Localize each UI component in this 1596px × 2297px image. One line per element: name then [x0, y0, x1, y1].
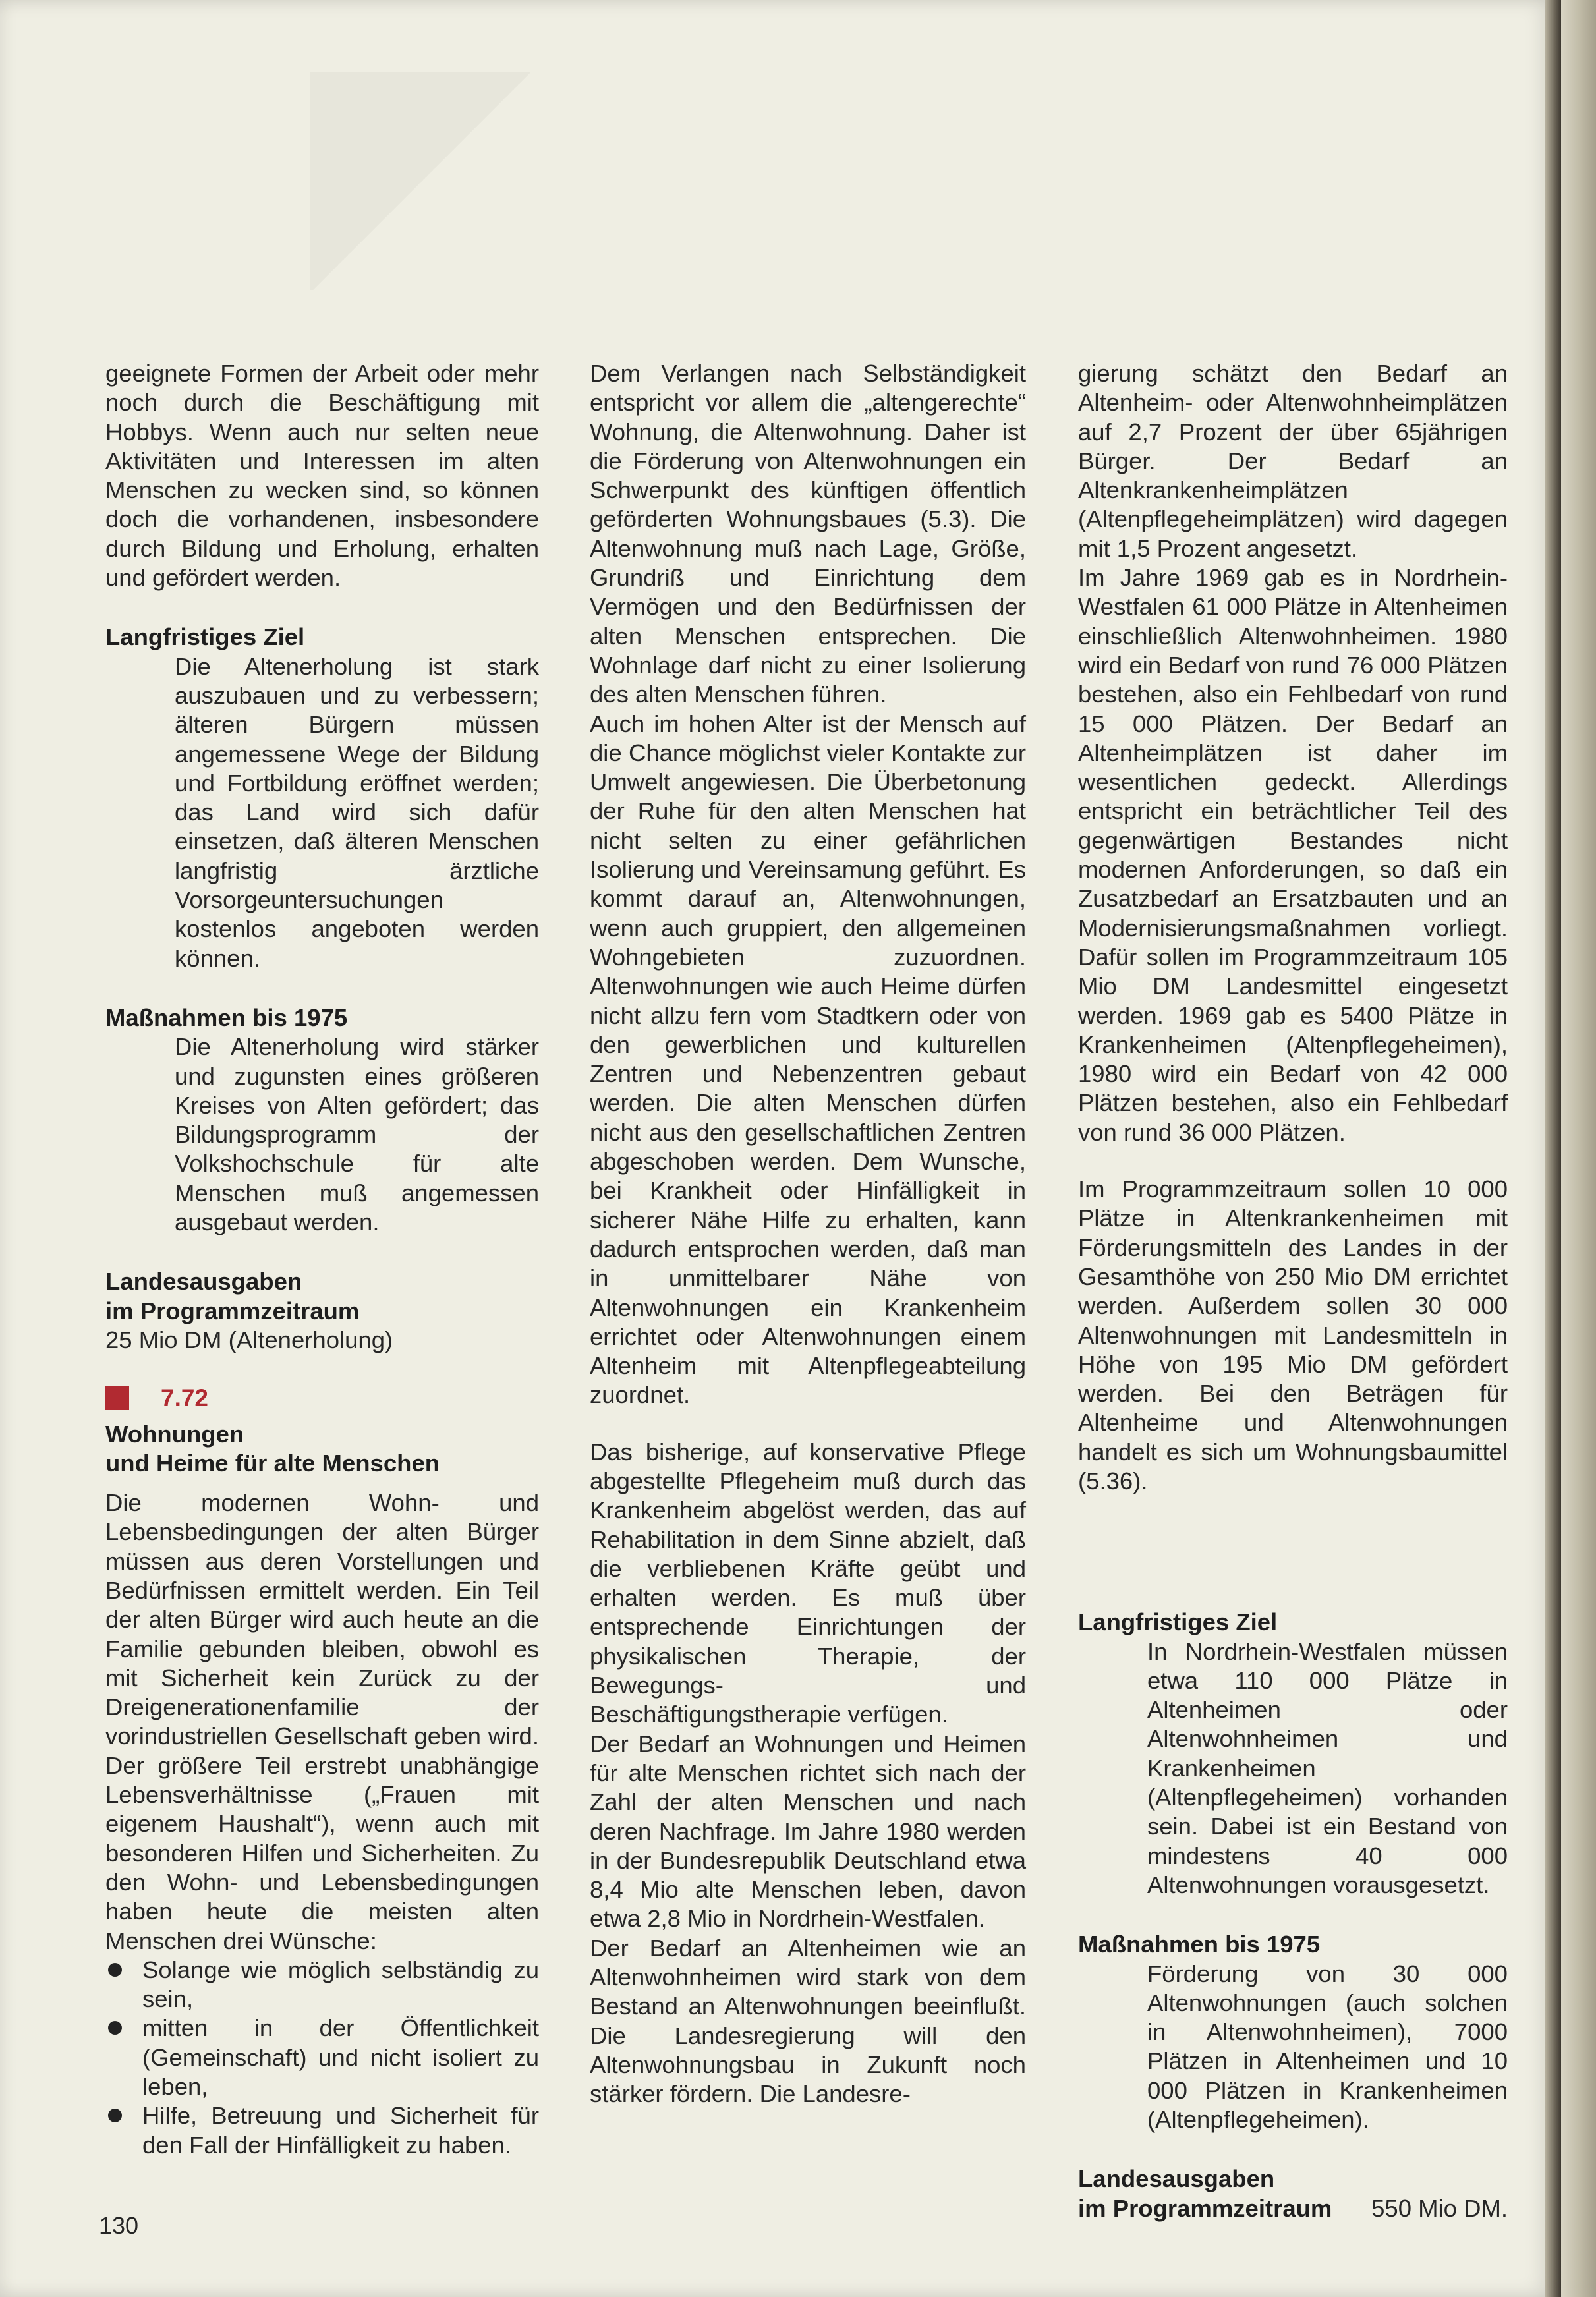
section-title-line-2: und Heime für alte Menschen [105, 1449, 440, 1477]
book-spine [1545, 0, 1561, 2297]
col1-ziel-block [105, 623, 539, 973]
col3-ziel-text: In Nordrhein-Westfalen müssen etwa 110 000 Plätze in Altenheimen oder Altenwohnheimen und Krankenheimen (Altenpflegeheimen) vorhanden sein. Dabei ist ein Bestand von mindestens 40 000 Altenwohnungen vorausgesetzt. [1147, 1637, 1508, 1898]
column-1 [105, 359, 539, 2160]
next-page-edge [1561, 0, 1596, 2297]
col1-ausgaben-heading-2: im Programmzeitraum [105, 1297, 360, 1324]
column-2 [590, 359, 1026, 2109]
col1-massnahmen-text: Die Altenerholung wird stärker und zugunsten eines größeren Kreises von Alten gefördert; das Bildungsprogramm der Volkshochschule für alte Menschen muß angemessen ausgebaut werden. [175, 1033, 539, 1236]
wishes-list [105, 1956, 539, 2160]
show-through-shape [310, 72, 534, 290]
col3-paragraph: Im Jahre 1969 gab es in Nordrhein-Westfalen 61 000 Plätze in Altenheimen einschließlich Altenwohnheimen. 1980 wird ein Bedarf von rund 76 000 Plätzen bestehen, also ein Fehlbedarf von rund 15 000 Plätzen. Der Bedarf an Altenheimplätzen ist daher im wesentlichen gedeckt. Allerdings entspricht ein beträchtlicher Teil des gegenwärtigen Bestandes nicht modernen Anforderungen, so daß ein Zusatzbedarf an Ersatzbauten und an Modernisierungsmaßnahmen vorliegt. Dafür sollen im Programmzeitraum 105 Mio DM Landesmittel eingesetzt werden. 1969 gab es 5400 Plätze in Krankenheimen (Altenpflegeheimen), 1980 wird ein Bedarf von 42 000 Plätzen bestehen, also ein Fehlbedarf von rund 36 000 Plätzen. [1078, 564, 1508, 1146]
col1-ziel-text: Die Altenerholung ist stark auszubauen und zu verbessern; älteren Bürgern müssen angemessene Wege der Bildung und Fortbildung eröffnet werden; das Land wird sich dafür einsetzen, daß älteren Menschen langfristig ärztliche Vorsorgeuntersuchungen kostenlos angeboten werden können. [175, 652, 539, 972]
page-number: 130 [99, 2212, 139, 2239]
col3-ziel-block [1078, 1608, 1508, 1900]
list-item: mitten in der Öffentlichkeit (Gemeinschaft) und nicht isoliert zu leben, [105, 2014, 539, 2101]
col3-paragraph: gierung schätzt den Bedarf an Altenheim- oder Altenwohnheimplätzen auf 2,7 Prozent der über 65jährigen Bürger. Der Bedarf an Altenkrankenheimplätzen (Altenpflegeheimplätzen) wird dagegen mit 1,5 Prozent angesetzt. [1078, 360, 1508, 562]
col3-massnahmen-heading: Maßnahmen bis 1975 [1078, 1931, 1321, 1958]
col3-massnahmen-block [1078, 1930, 1508, 2134]
col2-paragraph: Auch im hohen Alter ist der Mensch auf die Chance möglichst vieler Kontakte zur Umwelt angewiesen. Die Überbetonung der Ruhe für den alten Menschen hat nicht selten zu einer gefährlichen Isolierung und Vereinsamung geführt. Es kommt darauf an, Altenwohnungen, wenn auch gruppiert, den allgemeinen Wohngebieten zuzuordnen. Altenwohnungen wie auch Heime dürfen nicht allzu fern vom Stadtkern oder von den gewerblichen und kulturellen Zentren und Nebenzentren gebaut werden. Die alten Menschen dürfen nicht aus den gesellschaftlichen Zentren abgeschoben werden. Dem Wunsche, bei Krankheit oder Hinfälligkeit in sicherer Nähe Hilfe zu erhalten, kann dadurch entsprochen werden, daß man in unmittelbarer Nähe von Altenwohnungen ein Krankenheim errichtet oder Altenwohnungen einem Altenheim mit Altenpflegeabteilung zuordnet. [590, 710, 1026, 1409]
col3-massnahmen-text: Förderung von 30 000 Altenwohnungen (auch solchen in Altenwohnheimen), 7000 Plätzen in Altenheimen und 10 000 Plätzen in Krankenheimen (Altenpflegeheimen). [1147, 1960, 1508, 2134]
col3-ziel-heading: Langfristiges Ziel [1078, 1608, 1278, 1636]
col3-ausgaben-heading-2: im Programmzeitraum [1078, 2194, 1332, 2222]
col2-paragraph: Der Bedarf an Altenheimen wie an Altenwohnheimen wird stark von dem Bestand an Altenwohnungen beeinflußt. Die Landesregierung will den Altenwohnungsbau in Zukunft noch stärker fördern. Die Landesre- [590, 1934, 1026, 2108]
col3-paragraph: Im Programmzeitraum sollen 10 000 Plätze in Altenkrankenheimen mit Förderungsmitteln des Landes in der Gesamthöhe von 250 Mio DM errichtet werden. Außerdem sollen 30 000 Altenwohnungen mit Landesmitteln in Höhe von 195 Mio DM gefördert werden. Bei den Beträgen für Altenheime und Altenwohnungen handelt es sich um Wohnungsbaumittel (5.36). [1078, 1176, 1508, 1494]
section-number-row [105, 1384, 539, 1413]
col3-ausgaben-heading-1: Landesausgaben [1078, 2165, 1275, 2193]
col1-massnahmen-heading: Maßnahmen bis 1975 [105, 1004, 348, 1031]
col2-paragraph: Dem Verlangen nach Selbständigkeit entspricht vor allem die „altengerechte“ Wohnung, die Altenwohnung. Daher ist die Förderung von Altenwohnungen ein Schwerpunkt des künftigen öffentlich geförderten Wohnungsbaues (5.3). Die Altenwohnung muß nach Lage, Größe, Grundriß und Einrichtung dem Vermögen und den Bedürfnissen der alten Menschen entsprechen. Die Wohnlage darf nicht zu einer Isolierung des alten Menschen führen. [590, 360, 1026, 708]
col1-ausgaben-heading-1: Landesausgaben [105, 1268, 302, 1295]
column-3 [1078, 359, 1508, 2223]
col3-ausgaben-row [1078, 2194, 1508, 2223]
list-item: Hilfe, Betreuung und Sicherheit für den Fall der Hinfälligkeit zu haben. [105, 2101, 539, 2160]
col3-ausgaben-block [1078, 2165, 1508, 2223]
col1-ausgaben-value: 25 Mio DM (Altenerholung) [105, 1326, 393, 1353]
col1-ziel-heading: Langfristiges Ziel [105, 623, 305, 651]
col1-intro: geeignete Formen der Arbeit oder mehr noch durch die Beschäftigung mit Hobbys. Wenn auch nur selten neue Aktivitäten und Interessen im alten Menschen zu wecken sind, so können doch die vorhandenen, insbesondere durch Bildung und Erholung, erhalten und gefördert werden. [105, 360, 539, 592]
col2-paragraph: Der Bedarf an Wohnungen und Heimen für alte Menschen richtet sich nach der Zahl der alten Menschen und nach deren Nachfrage. Im Jahre 1980 werden in der Bundesrepublik Deutschland etwa 8,4 Mio alte Menschen leben, davon etwa 2,8 Mio in Nordrhein-Westfalen. [590, 1730, 1026, 1933]
list-item: Solange wie möglich selbständig zu sein, [105, 1956, 539, 2014]
col1-ausgaben-block [105, 1267, 539, 1355]
section-number: 7.72 [161, 1384, 209, 1412]
section-title-line-1: Wohnungen [105, 1420, 244, 1448]
col1-massnahmen-block [105, 1004, 539, 1237]
col1-body: Die modernen Wohn- und Lebensbedingungen der alten Bürger müssen aus deren Vorstellungen und Bedürfnissen ermittelt werden. Ein Teil der alten Bürger wird auch heute an die Familie gebunden bleiben, obwohl es mit Sicherheit kein Zurück zu der Dreigenerationenfamilie der vorindustriellen Gesellschaft geben wird. Der größere Teil erstrebt unabhängige Lebensverhältnisse („Frauen mit eigenem Haushalt“), wenn auch mit besonderen Hilfen und Sicherheiten. Zu den Wohn- und Lebensbedingungen haben heute die meisten alten Menschen drei Wünsche: [105, 1489, 539, 1954]
col3-ausgaben-value: 550 Mio DM. [1371, 2194, 1508, 2222]
section-marker-square-icon [105, 1386, 129, 1410]
col2-paragraph: Das bisherige, auf konservative Pflege abgestellte Pflegeheim muß durch das Krankenheim abgelöst werden, das auf Rehabilitation in dem Sinne abzielt, daß die verbliebenen Kräfte geübt und erhalten werden. Es muß über entsprechende Einrichtungen der physikalischen Therapie, der Bewegungs- und Beschäftigungstherapie verfügen. [590, 1438, 1026, 1728]
